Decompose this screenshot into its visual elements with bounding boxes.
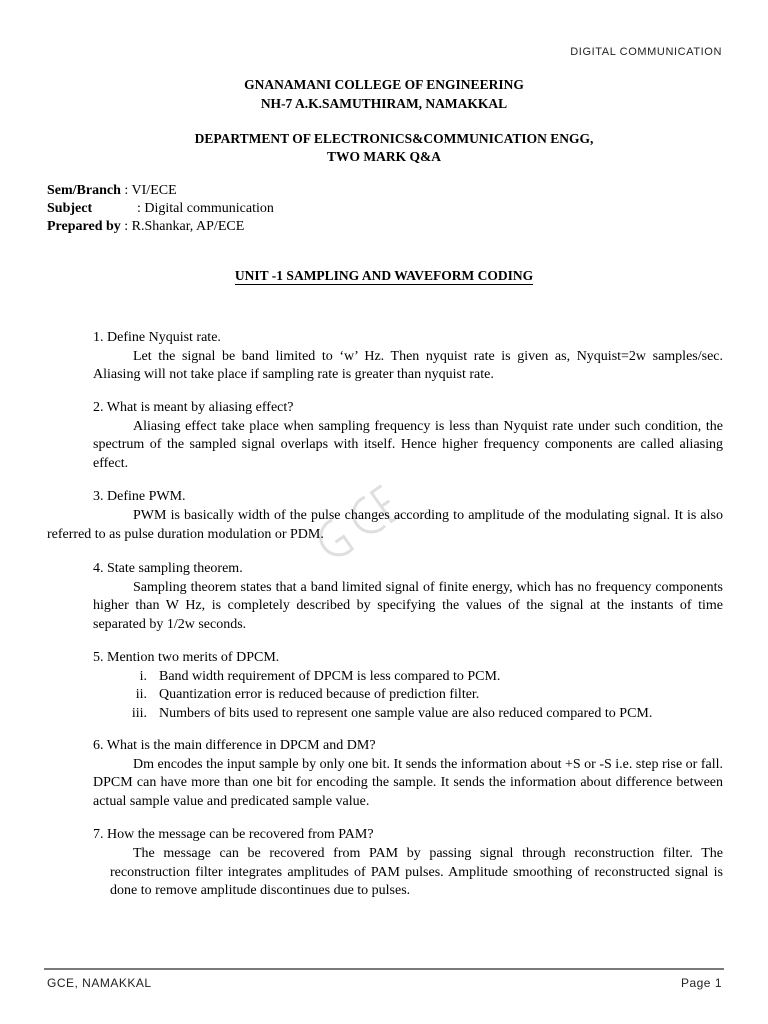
answer: The message can be recovered from PAM by passing signal through reconstruction filter. The reconstruction filter integrates amplitudes of PAM pulses. Amplitude smoothing of reconstructed signal is done to remove amplitude discontinues due to pulses.: [110, 846, 723, 898]
qa-item: [93, 649, 723, 723]
page-number: Page 1: [680, 976, 722, 990]
qa-item: [93, 737, 723, 811]
footer-left: GCE, NAMAKKAL: [47, 976, 152, 990]
question: 4. State sampling theorem.: [93, 561, 243, 576]
running-header: DIGITAL COMMUNICATION: [570, 46, 722, 58]
answer: Sampling theorem states that a band limited signal of finite energy, which has no frequency components higher than W Hz, is completely described by specifying the values of the signal at the instants of time separated by 1/2w seconds.: [93, 579, 723, 632]
question: 6. What is the main difference in DPCM and DM?: [93, 738, 376, 753]
unit-title: UNIT -1 SAMPLING AND WAVEFORM CODING: [234, 268, 534, 283]
qa-item: [93, 399, 723, 473]
list-item: ii. Quantization error is reduced because of prediction filter.: [135, 687, 480, 702]
question: 5. Mention two merits of DPCM.: [93, 650, 280, 665]
qa-item: [93, 826, 723, 845]
answer: Let the signal be band limited to ‘w’ Hz. Then nyquist rate is given as, Nyquist=2w samples/sec. Aliasing will not take place if sampling rate is greater than nyquist rate.: [93, 348, 723, 382]
doc-type: TWO MARK Q&A: [327, 149, 441, 164]
gce-watermark-icon: [300, 470, 420, 580]
meta-label: Prepared by: [47, 219, 121, 234]
question: 1. Define Nyquist rate.: [93, 330, 221, 345]
meta-label: Subject: [47, 201, 93, 216]
merits-list: [93, 668, 723, 724]
answer: Aliasing effect take place when sampling frequency is less than Nyquist rate under such condition, the spectrum of the sampled signal overlaps with itself. Hence higher frequency components are called aliasing effect.: [93, 418, 723, 471]
meta-value: : R.Shankar, AP/ECE: [120, 219, 245, 234]
meta-value: : Digital communication: [137, 201, 274, 216]
answer: Dm encodes the input sample by only one bit. It sends the information about +S or -S i.e. step rise or fall. DPCM can have more than one bit for encoding the sample. It sends the information about difference between actual sample value and predicated sample value.: [93, 756, 723, 809]
answer: PWM is basically width of the pulse changes according to amplitude of the modulating signal. It is also referred to as pulse duration modulation or PDM.: [47, 508, 723, 542]
meta-subject: [47, 200, 274, 219]
meta-value: : VI/ECE: [120, 183, 177, 198]
meta-label: Sem/Branch: [47, 183, 121, 198]
question: 3. Define PWM.: [93, 489, 186, 504]
college-name: GNANAMANI COLLEGE OF ENGINEERING: [244, 77, 524, 92]
question: 7. How the message can be recovered from PAM?: [93, 827, 374, 842]
qa-answer-block: [110, 845, 723, 901]
college-address: NH-7 A.K.SAMUTHIRAM, NAMAKKAL: [260, 96, 508, 111]
meta-prepared-by: [47, 218, 244, 237]
question: 2. What is meant by aliasing effect?: [93, 400, 294, 415]
meta-sem-branch: [47, 182, 177, 201]
department-title: DEPARTMENT OF ELECTRONICS&COMMUNICATION ENGG,: [194, 131, 594, 146]
list-item: iii. Numbers of bits used to represent one sample value are also reduced compared to PCM.: [131, 705, 653, 721]
qa-item: [93, 329, 723, 385]
list-item: i. Band width requirement of DPCM is less compared to PCM.: [139, 668, 501, 684]
footer-divider: [44, 968, 724, 970]
